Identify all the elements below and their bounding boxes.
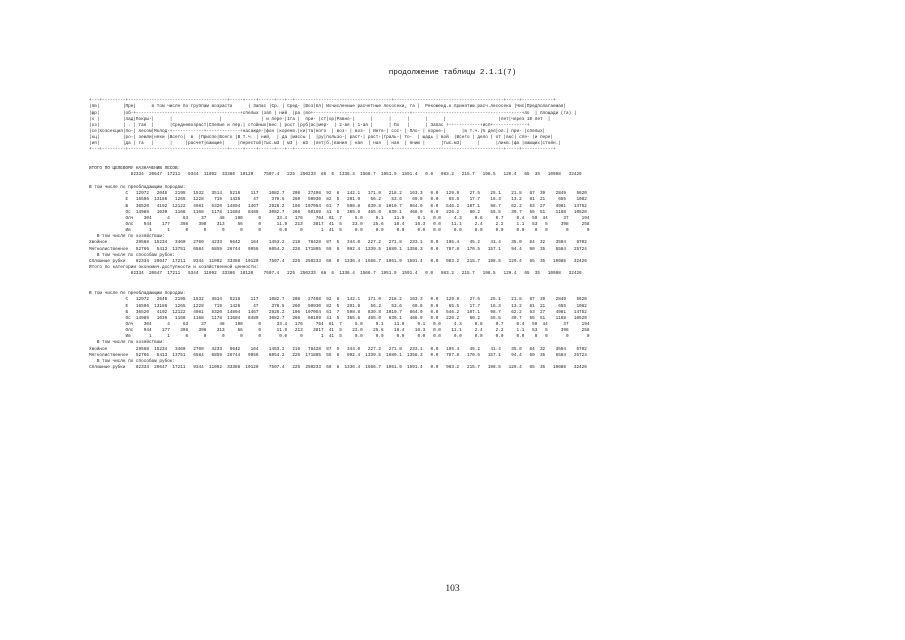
body-line: Ив 1 1 0 0 0 0 0 0.0 0 1 41 5 0.0 0.0 0.0 0.0 0.0 0.0 0.0 0.0 0.0 0 0 0 0 xyxy=(89,228,590,234)
table-title: продолжение таблицы 2.1.1(7) xyxy=(388,69,517,77)
body-line: ИТОГО ПО ЦЕЛЕВОМУ НАЗНАЧЕНИЮ ЛЕСОВ: xyxy=(89,165,181,171)
body-line: 82334 20647 17211 9344 11092 33386 10120 7507.4 225 250233 66 6 1336.4 1566.7 1951.9 1591.4 0.0 983.2 215.7 198.5 129.4 65 35 10088 32426 xyxy=(89,271,582,277)
header-line: +---+---------+--------------------------------------+-----+----+------+---+--+-------------------------------------+------------------------------------------+-----+------------+ xyxy=(89,147,556,153)
body-line: В том числе по преобладающим породам: xyxy=(89,185,186,191)
table-body xyxy=(89,166,849,371)
body-line: Олс 944 177 398 398 313 56 0 11.9 213 3817 41 5 23.0 25.6 18.4 16.3 0.0 11.1 2.4 2.2 1.1 53 5 398 258 xyxy=(89,222,590,228)
body-line: Е 16596 13186 1265 1228 719 1426 47 370.5 260 50930 82 5 201.9 56.2 53.6 69.8 0.0 65.5 17.7 16.3 13.2 81 21 655 1082 xyxy=(89,197,587,203)
header-line: |ия| |да | га | | |расчет|вающие| |перестой|тыс.м3 | м3 | м3 |лет|б.|вания | ная | ная | ная | янию | |тыс.м3| | |ликв.|фа |вающих|стойн.| xyxy=(89,141,561,147)
body-line: Олч 304 4 63 37 48 190 0 33.4 176 764 61 7 5.0 9.1 11.9 9.1 0.0 4.3 0.8 0.7 0.4 59 44 37 194 xyxy=(89,215,590,221)
body-line: Олч 304 4 63 37 48 190 0 33.4 176 764 61 7 5.0 9.1 11.9 9.1 0.0 4.3 0.8 0.7 0.4 59 44 37 194 xyxy=(89,321,590,327)
body-line: Итого по категории экономич.доступности и хозяйственной ценности: xyxy=(89,265,259,270)
body-line: Б 36520 4192 12122 4981 5320 14894 1467 2926.2 196 107054 61 7 598.8 839.8 1010.7 864.0 0.0 546.2 107.1 98.7 62.2 63 27 4981 14752 xyxy=(89,309,587,315)
body-line: Мягколиственное 52766 5413 13751 6584 6859 26744 9956 6054.2 226 171805 55 6 992.4 1339.5 1680.1 1358.3 0.0 787.8 170.5 157.1 94.4 60 35 6584 25724 xyxy=(89,246,587,252)
body-line: Сплошные рубки 82334 20647 17211 9344 11092 33386 10120 7507.4 225 250233 66 6 1336.4 1566.7 1951.9 1591.4 0.0 983.2 215.7 198.5 129.4 65 35 10088 32426 xyxy=(89,364,587,370)
body-line: В том числе по хозяйствам: xyxy=(89,340,165,346)
body-line: В том числе по способам рубок: xyxy=(89,252,176,258)
body-line: В том числе по способам рубок: xyxy=(89,358,176,364)
header-line: +---+---------+--------------------------------------+-----+----+------+---+--+-------------------------------------+------------------------------------------+-----+------------+ xyxy=(89,98,556,104)
body-line xyxy=(89,277,849,284)
header-line: |х | |лад|Покры-| | | | и пере-|1га | при- |ст|ор|Равно-| | | | | | |лет|через 10 лет | xyxy=(89,116,551,122)
body-line: Е 16596 13186 1265 1228 719 1426 47 370.5 260 50930 82 5 201.9 56.2 53.6 69.8 0.0 65.5 17.7 16.3 13.2 81 21 655 1082 xyxy=(89,303,587,309)
body-line: Сплошные рубки 82334 20647 17211 9344 11092 33386 10120 7507.4 225 250233 66 6 1336.4 1566.7 1951.9 1591.4 0.0 983.2 215.7 198.5 129.4 65 35 10088 32426 xyxy=(89,258,587,264)
forest-table xyxy=(89,86,849,383)
header-line: |фр| |об-+----------------------------------------+спелых |зап | ний |ра |во+-------------------------------------+------------------------------------------+ло | площади (га) | xyxy=(89,110,577,116)
body-line: С 12972 2048 2195 1532 3514 5216 117 1082.7 208 27498 92 6 142.1 171.0 218.2 163.3 0.0 129.9 27.5 25.1 21.8 87 39 2849 5620 xyxy=(89,191,587,197)
table-header xyxy=(89,98,849,153)
body-line: Мягколиственное 52766 5413 13751 6584 6859 26744 9956 6054.2 226 171805 55 6 992.4 1339.5 1680.1 1358.3 0.0 787.8 170.5 157.1 94.4 60 35 6584 25724 xyxy=(89,352,587,358)
page-number: 103 xyxy=(445,584,460,594)
body-line: Ив 1 1 0 0 0 0 0 0.0 0 1 41 5 0.0 0.0 0.0 0.0 0.0 0.0 0.0 0.0 0.0 0 0 0 0 xyxy=(89,334,590,340)
header-line: |кц| |ро-| земли|няки |Всего| в |Приспе|Всего |В т.ч. | ний, | да |массы | |ру|пользо-| раст-| раст-|граль-| то- | щадь | вой |Всего | дело | от |вкс| спе- |и пере| xyxy=(89,135,553,141)
body-line: В том числе по хозяйствам: xyxy=(89,234,165,240)
body-line: Б 36520 4192 12122 4981 5320 14894 1467 2926.2 196 107054 61 7 598.8 839.8 1010.7 864.0 0.0 546.2 107.1 98.7 62.2 63 27 4981 14752 xyxy=(89,203,587,209)
header-line: |се|Хозсекция|по-| лесом|Молод-+------------+-------------+насажде-|фон |кореев.|ки|та|ного | воз- | воз- | Инте-| сос- | Пло- | корне-| |в т.ч.|% дел|ол.| при- |спелых| xyxy=(89,129,546,135)
header-line: |оз| | . | тая | |Средневозраст|Спелые и пер.| стойных|вес | рост |руб|ас|мер- | 2-ая | 1-ая | | По | | Запас +------------+исп+-------------+ xyxy=(89,122,530,128)
body-line: Хвойное 29568 15234 3460 2760 4233 6642 164 1453.2 219 78428 87 5 344.0 227.2 271.8 233.1 0.0 195.4 45.2 41.4 35.0 84 32 3504 6702 xyxy=(89,240,587,246)
body-line xyxy=(89,284,849,291)
body-line xyxy=(89,178,849,185)
body-line: В том числе по преобладающим породам: xyxy=(89,291,186,297)
body-line: Олс 944 177 398 398 313 56 0 11.9 213 3817 41 5 23.0 25.6 18.4 16.3 0.0 11.1 2.4 2.2 1.1 53 5 398 258 xyxy=(89,328,590,334)
body-line: Хвойное 29568 15234 3460 2760 4233 6642 164 1453.2 219 78428 87 5 344.0 227.2 271.8 233.1 0.0 195.4 45.2 41.4 35.0 84 32 3504 6702 xyxy=(89,346,587,352)
header-line: |Хв| |Пре| в том числе по группам возраста | Запас |Ср. | Сред- |Воз|Кл| Исчисленные расчетные лесосеки, га | Рекоменд.к принятию расч.лесосека |Чис|Предполагаемая| xyxy=(89,104,567,110)
body-line: Ос 14989 1039 1168 1168 1178 11604 8489 3082.7 266 60169 41 5 365.6 465.0 639.1 468.9 0.0 226.2 60.2 55.5 30.7 55 51 1168 10520 xyxy=(89,209,587,215)
body-line: Ос 14989 1039 1168 1168 1178 11604 8489 3082.7 266 60169 41 5 365.6 465.0 639.1 468.9 0.0 226.2 60.2 55.5 30.7 55 51 1168 10520 xyxy=(89,315,587,321)
body-line: С 12972 2048 2195 1532 3514 5216 117 1082.7 208 27498 92 6 142.1 171.0 218.2 163.3 0.0 129.9 27.5 25.1 21.8 87 39 2849 5620 xyxy=(89,297,587,303)
body-line: 82334 20647 17211 9344 11092 33386 10120 7507.4 225 250233 66 6 1336.4 1566.7 1951.9 1591.4 0.0 983.2 215.7 198.5 129.4 65 35 10088 32426 xyxy=(89,172,582,178)
